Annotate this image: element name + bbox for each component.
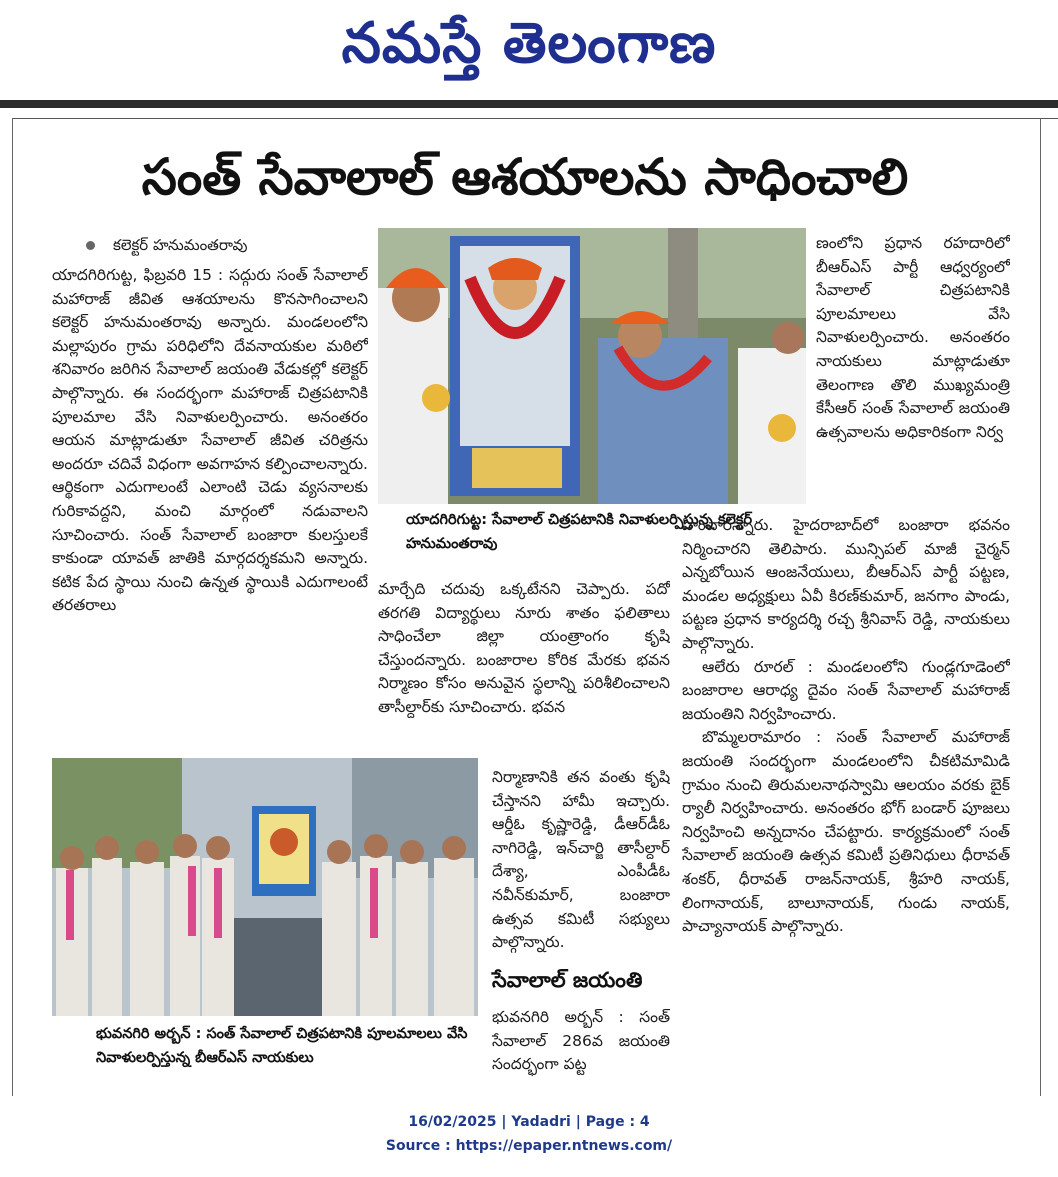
article-column-1: [52, 264, 368, 744]
paragraph: బొమ్మలరామారం : సంత్ సేవాలాల్ మహారాజ్ జయంతి సందర్భంగా మండలంలోని చీకటిమామిడి గ్రామం నుంచి తిరుమలనాథస్వామి ఆలయం వరకు బైక్ ర్యాలీ నిర్వహించారు. అనంతరం భోగ్ బండార్ పూజలు నిర్వహించి అన్నదానం చేపట్టారు. కార్యక్రమంలో సంత్ సేవాలాల్ జయంతి ఉత్సవ కమిటీ ప్రతినిధులు ధీరావత్ శంకర్, ధీరావత్ రాజన్‌నాయక్, శ్రీహరి నాయక్, లింగానాయక్, బాలూనాయక్, గుండు నాయక్, పాచ్యానాయక్ పాల్గొన్నారు.: [682, 728, 1010, 936]
photo-image: [378, 228, 806, 504]
newspaper-logo: నమస్తే తెలంగాణ: [341, 11, 717, 76]
article-column-2-urban: [492, 1006, 670, 1086]
paragraph: యాదగిరిగుట్ట, ఫిబ్రవరి 15 : సద్గురు సంత్ సేవాలాల్ మహారాజ్ జీవిత ఆశయాలను కొనసాగించాలని కలెక్టర్ హనుమంతరావు అన్నారు. మండలంలోని మల్లాపురం గ్రామ పరిధిలోని దేవనాయకుల మఠిలో శనివారం జరిగిన సేవాలాల్ జయంతి వేడుకల్లో కలెక్టర్ పాల్గొన్నారు. ఈ సందర్భంగా మహారాజ్ చిత్రపటానికి పూలమాల వేసి నివాళులర్పించారు. అనంతరం ఆయన మాట్లాడుతూ సేవాలాల్ జీవిత చరిత్రను అందరూ చదివే విధంగా అవగాహన కల్పించాలన్నారు. ఆర్థికంగా ఎదుగాలంటే ఎలాంటి చెడు వ్యసనాలకు గురికావద్దని, మంచి మార్గంలో నడువాలని సూచించారు. సంత్ సేవాలాల్ బంజారా కులస్తులకే కాకుండా యావత్ జాతికి మార్గదర్శకమని అన్నారు. కటిక పేద స్థాయి నుంచి ఉన్నత స్థాయికి ఎదుగాలంటే తరతరాలు: [52, 266, 368, 615]
masthead-divider: [0, 100, 1058, 108]
article-headline: సంత్ సేవాలాల్ ఆశయాలను సాధించాలి: [141, 148, 909, 206]
byline-text: కలెక్టర్ హనుమంతరావు: [113, 236, 248, 254]
article-column-2: [378, 578, 670, 746]
paragraph: హించారన్నారు. హైదరాబాద్‌లో బంజారా భవనం నిర్మించారని తెలిపారు. మున్సిపల్ మాజీ చైర్మన్ ఎన్నబోయిన ఆంజనేయులు, బీఆర్‌ఎస్ పార్టీ పట్టణ, మండల అధ్యక్షులు ఏవీ కిరణ్‌కుమార్, జనగాం పాండు, పట్టణ ప్రధాన కార్యదర్శి రచ్చ శ్రీనివాస్ రెడ్డి, నాయకులు పాల్గొన్నారు.: [682, 516, 1010, 652]
photo-image: [52, 758, 478, 1016]
photo1-caption: యాదగిరిగుట్ట: సేవాలాల్ చిత్రపటానికి నివాళులర్పిస్తున్న కలెక్టర్ హనుమంతరావు: [406, 512, 753, 552]
page-right-rule: [1040, 118, 1041, 1096]
footer-date-edition: 16/02/2025 | Yadadri | Page : 4: [408, 1114, 650, 1130]
paragraph: ణంలోని ప్రధాన రహదారిలో బీఆర్‌ఎస్ పార్టీ ఆధ్వర్యంలో సేవాలాల్ చిత్రపటానికి పూలమాలలు వేసి నివాళులర్పించారు. అనంతరం నాయకులు మాట్లాడుతూ తెలంగాణ తొలి ముఖ్యమంత్రి కేసీఆర్ సంత్ సేవాలాల్ జయంతి ఉత్సవాలను అధికారికంగా నిర్వ: [816, 234, 1010, 441]
paragraph: నిర్మాణానికి తన వంతు కృషి చేస్తానని హామీ ఇచ్చారు. ఆర్డీఓ కృష్ణారెడ్డి, డీఆర్‌డీఓ నాగిరెడ్డి, ఇన్‌చార్జి తాసీల్దార్ దేశ్యా, ఎంపీడీఓ నవీన్‌కుమార్, బంజారా ఉత్సవ కమిటీ సభ్యులు పాల్గొన్నారు.: [492, 768, 670, 952]
photo-brs-leaders-tribute: [52, 758, 478, 1016]
article-column-3-top: [816, 232, 1010, 514]
photo2-caption: భువనగిరి అర్బన్ : సంత్ సేవాలాల్ చిత్రపటానికి పూలమాలలు వేసి నివాళులర్పిస్తున్న బీఆర్‌ఎస్ నాయకులు: [96, 1026, 468, 1066]
photo-collector-tribute: [378, 228, 806, 504]
byline: [86, 236, 247, 258]
bullet-icon: [86, 241, 95, 250]
page-left-rule: [12, 118, 13, 1096]
article-column-2-continued: [492, 766, 670, 966]
sub-headline: సేవాలాల్ జయంతి: [492, 968, 643, 992]
paragraph: భువనగిరి అర్బన్ : సంత్ సేవాలాల్ 286వ జయంతి సందర్భంగా పట్ట: [492, 1008, 670, 1074]
paragraph: మార్చేది చదువు ఒక్కటేనని చెప్పారు. పదో తరగతి విద్యార్థులు నూరు శాతం ఫలితాలు సాధించేలా జిల్లా యంత్రాంగం కృషి చేస్తుందన్నారు. బంజారాల కోరిక మేరకు భవన నిర్మాణం కోసం అనువైన స్థలాన్ని పరిశీలించాలని తాసీల్దార్‌కు సూచించారు. భవన: [378, 580, 670, 716]
page-top-rule: [12, 118, 1058, 119]
footer-source: Source : https://epaper.ntnews.com/: [385, 1138, 673, 1154]
paragraph: ఆలేరు రూరల్ : మండలంలోని గుండ్లగూడెంలో బంజారాల ఆరాధ్య దైవం సంత్ సేవాలాల్ మహారాజ్ జయంతిని నిర్వహించారు.: [682, 657, 1010, 723]
masthead: [0, 0, 1058, 96]
article-column-3: [682, 514, 1010, 1084]
